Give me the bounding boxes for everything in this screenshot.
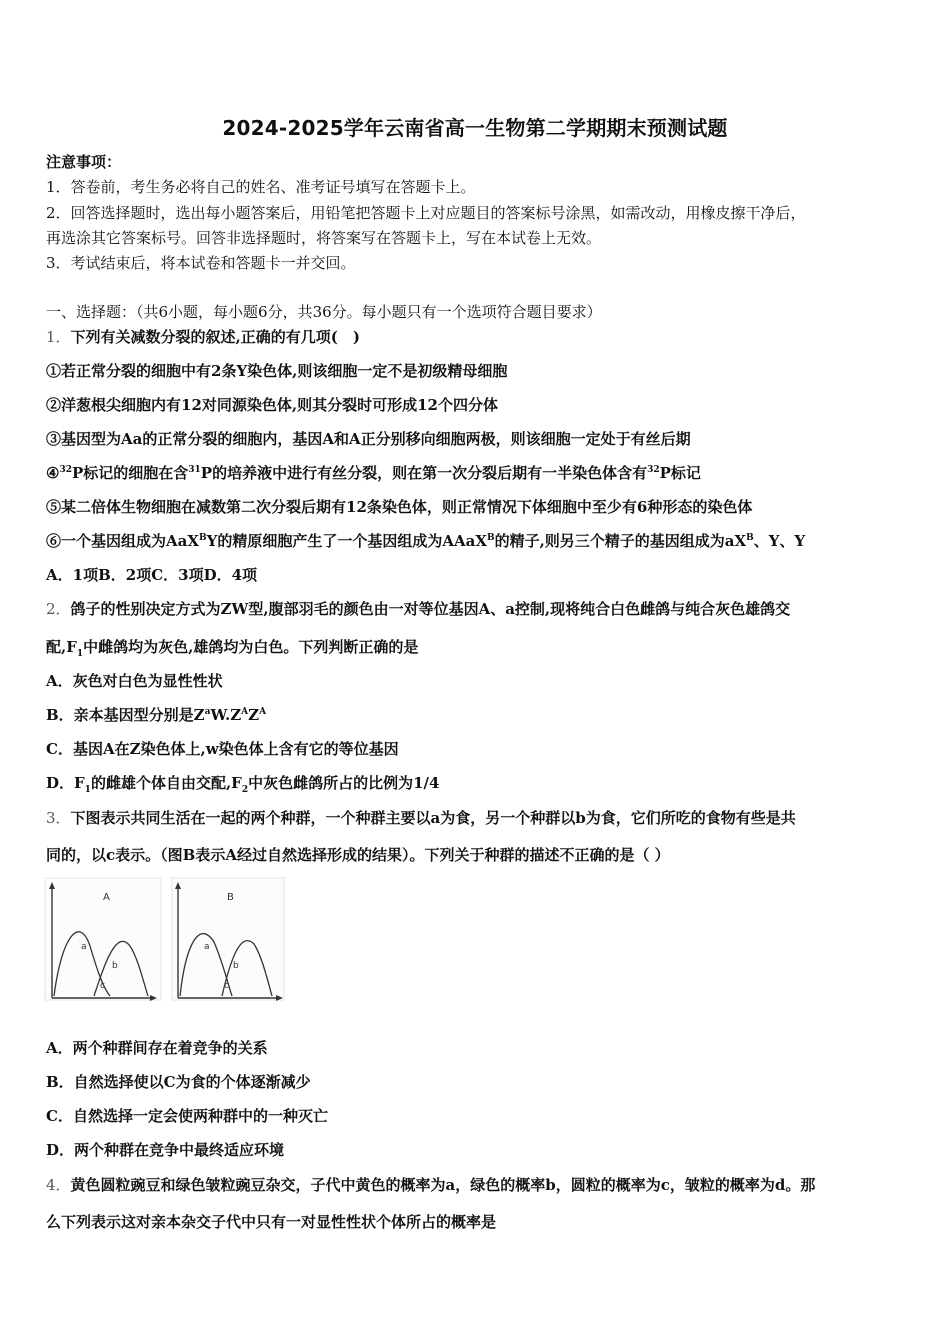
notice-item-3: 3．考试结束后，将本试卷和答题卡一并交回。 [46, 254, 356, 272]
panel-a-title: A [103, 892, 110, 903]
figure-panel-b [172, 878, 284, 1001]
question-2-stem-2: 配$,F_1$中雌鸽均为灰色,雄鸽均为白色。下列判断正确的是 [46, 638, 419, 659]
notice-item-2a: 2．回答选择题时，选出每小题答案后，用铅笔把答题卡上对应题目的答案标号涂黑，如需改动，用橡皮擦干净后， [46, 204, 806, 222]
q1-statement-4: ④$^{32}$P标记的细胞在含$^{31}$P的培养液中进行有丝分裂，则在第一次分裂后期有一半染色体含有$^{32}$P标记 [46, 464, 701, 482]
question-number: 2． [46, 600, 71, 618]
question-number: 4． [46, 1176, 71, 1194]
question-2-stem-1: 2．鸽子的性别决定方式为ZW型,腹部羽毛的颜色由一对等位基因A、a控制,现将纯合白色雌鸽与纯合灰色雄鸽交 [46, 600, 791, 618]
question-3-stem-2: 同的，以c表示。（图B表示A经过自然选择形成的结果）。下列关于种群的描述不正确的是（ ） [46, 846, 670, 864]
panel-a-label-c: c [100, 981, 105, 991]
q3-option-d: D．两个种群在竞争中最终适应环境 [46, 1141, 285, 1159]
figure-panel-a [45, 878, 161, 1001]
panel-b-label-c: c [224, 981, 229, 991]
panel-a-label-b: b [112, 961, 118, 971]
section-heading: 一、选择题：（共6小题，每小题6分，共36分。每小题只有一个选项符合题目要求） [46, 303, 602, 321]
page-title: 2024-2025学年云南省高一生物第二学期期末预测试题 [222, 116, 728, 140]
q3-option-b: B．自然选择使以C为食的个体逐渐减少 [46, 1073, 311, 1091]
question-number: 3． [46, 809, 71, 827]
q1-statement-2: ②洋葱根尖细胞内有12对同源染色体,则其分裂时可形成12个四分体 [46, 396, 498, 414]
question-4-stem-1: 4．黄色圆粒豌豆和绿色皱粒豌豆杂交，子代中黄色的概率为a，绿色的概率b，圆粒的概率为c，皱粒的概率为d。那 [46, 1176, 816, 1194]
notice-heading: 注意事项： [46, 153, 122, 171]
q1-statement-3: ③基因型为Aa的正常分裂的细胞内，基因A和A正分别移向细胞两极，则该细胞一定处于有丝后期 [46, 430, 691, 448]
q2-option-a: A．灰色对白色为显性性状 [46, 672, 223, 690]
notice-item-1: 1．答卷前，考生务必将自己的姓名、准考证号填写在答题卡上。 [46, 178, 476, 196]
q3-option-c: C．自然选择一定会使两种群中的一种灭亡 [46, 1107, 328, 1125]
q1-options: A．1项B．2项C．3项D．4项 [46, 566, 258, 584]
q2-option-d: D．$F_1$的雌雄个体自由交配$,F_2$中灰色雌鸽所占的比例为1/4 [46, 774, 440, 795]
population-curves-figure [44, 876, 288, 1004]
question-1-stem: 1．下列有关减数分裂的叙述,正确的有几项( ) [46, 328, 360, 346]
panel-b-title: B [227, 892, 234, 903]
panel-b-label-b: b [233, 961, 239, 971]
q1-statement-5: ⑤某二倍体生物细胞在减数第二次分裂后期有12条染色体，则正常情况下体细胞中至少有6种形态的染色体 [46, 498, 753, 516]
q1-statement-1: ①若正常分裂的细胞中有2条Y染色体,则该细胞一定不是初级精母细胞 [46, 362, 508, 380]
question-3-stem-1: 3．下图表示共同生活在一起的两个种群，一个种群主要以a为食，另一个种群以b为食，它们所吃的食物有些是共 [46, 809, 796, 827]
panel-a-label-a: a [81, 942, 87, 952]
question-4-stem-2: 么下列表示这对亲本杂交子代中只有一对显性性状个体所占的概率是 [46, 1213, 497, 1231]
q3-option-a: A．两个种群间存在着竞争的关系 [46, 1039, 268, 1057]
q2-option-b: B．亲本基因型分别是$Z^aW.Z^AZ^A$ [46, 706, 267, 724]
question-number: 1． [46, 328, 71, 346]
notice-item-2b: 再选涂其它答案标号。回答非选择题时，将答案写在答题卡上，写在本试卷上无效。 [46, 229, 602, 247]
panel-b-label-a: a [204, 942, 210, 952]
q2-option-c: C．基因A在Z染色体上,w染色体上含有它的等位基因 [46, 740, 399, 758]
q1-statement-6: ⑥一个基因组成为AaX$^B$Y的精原细胞产生了一个基因组成为AAaX$^B$的精子,则另三个精子的基因组成为$aX^B$、Y、Y [46, 532, 806, 550]
